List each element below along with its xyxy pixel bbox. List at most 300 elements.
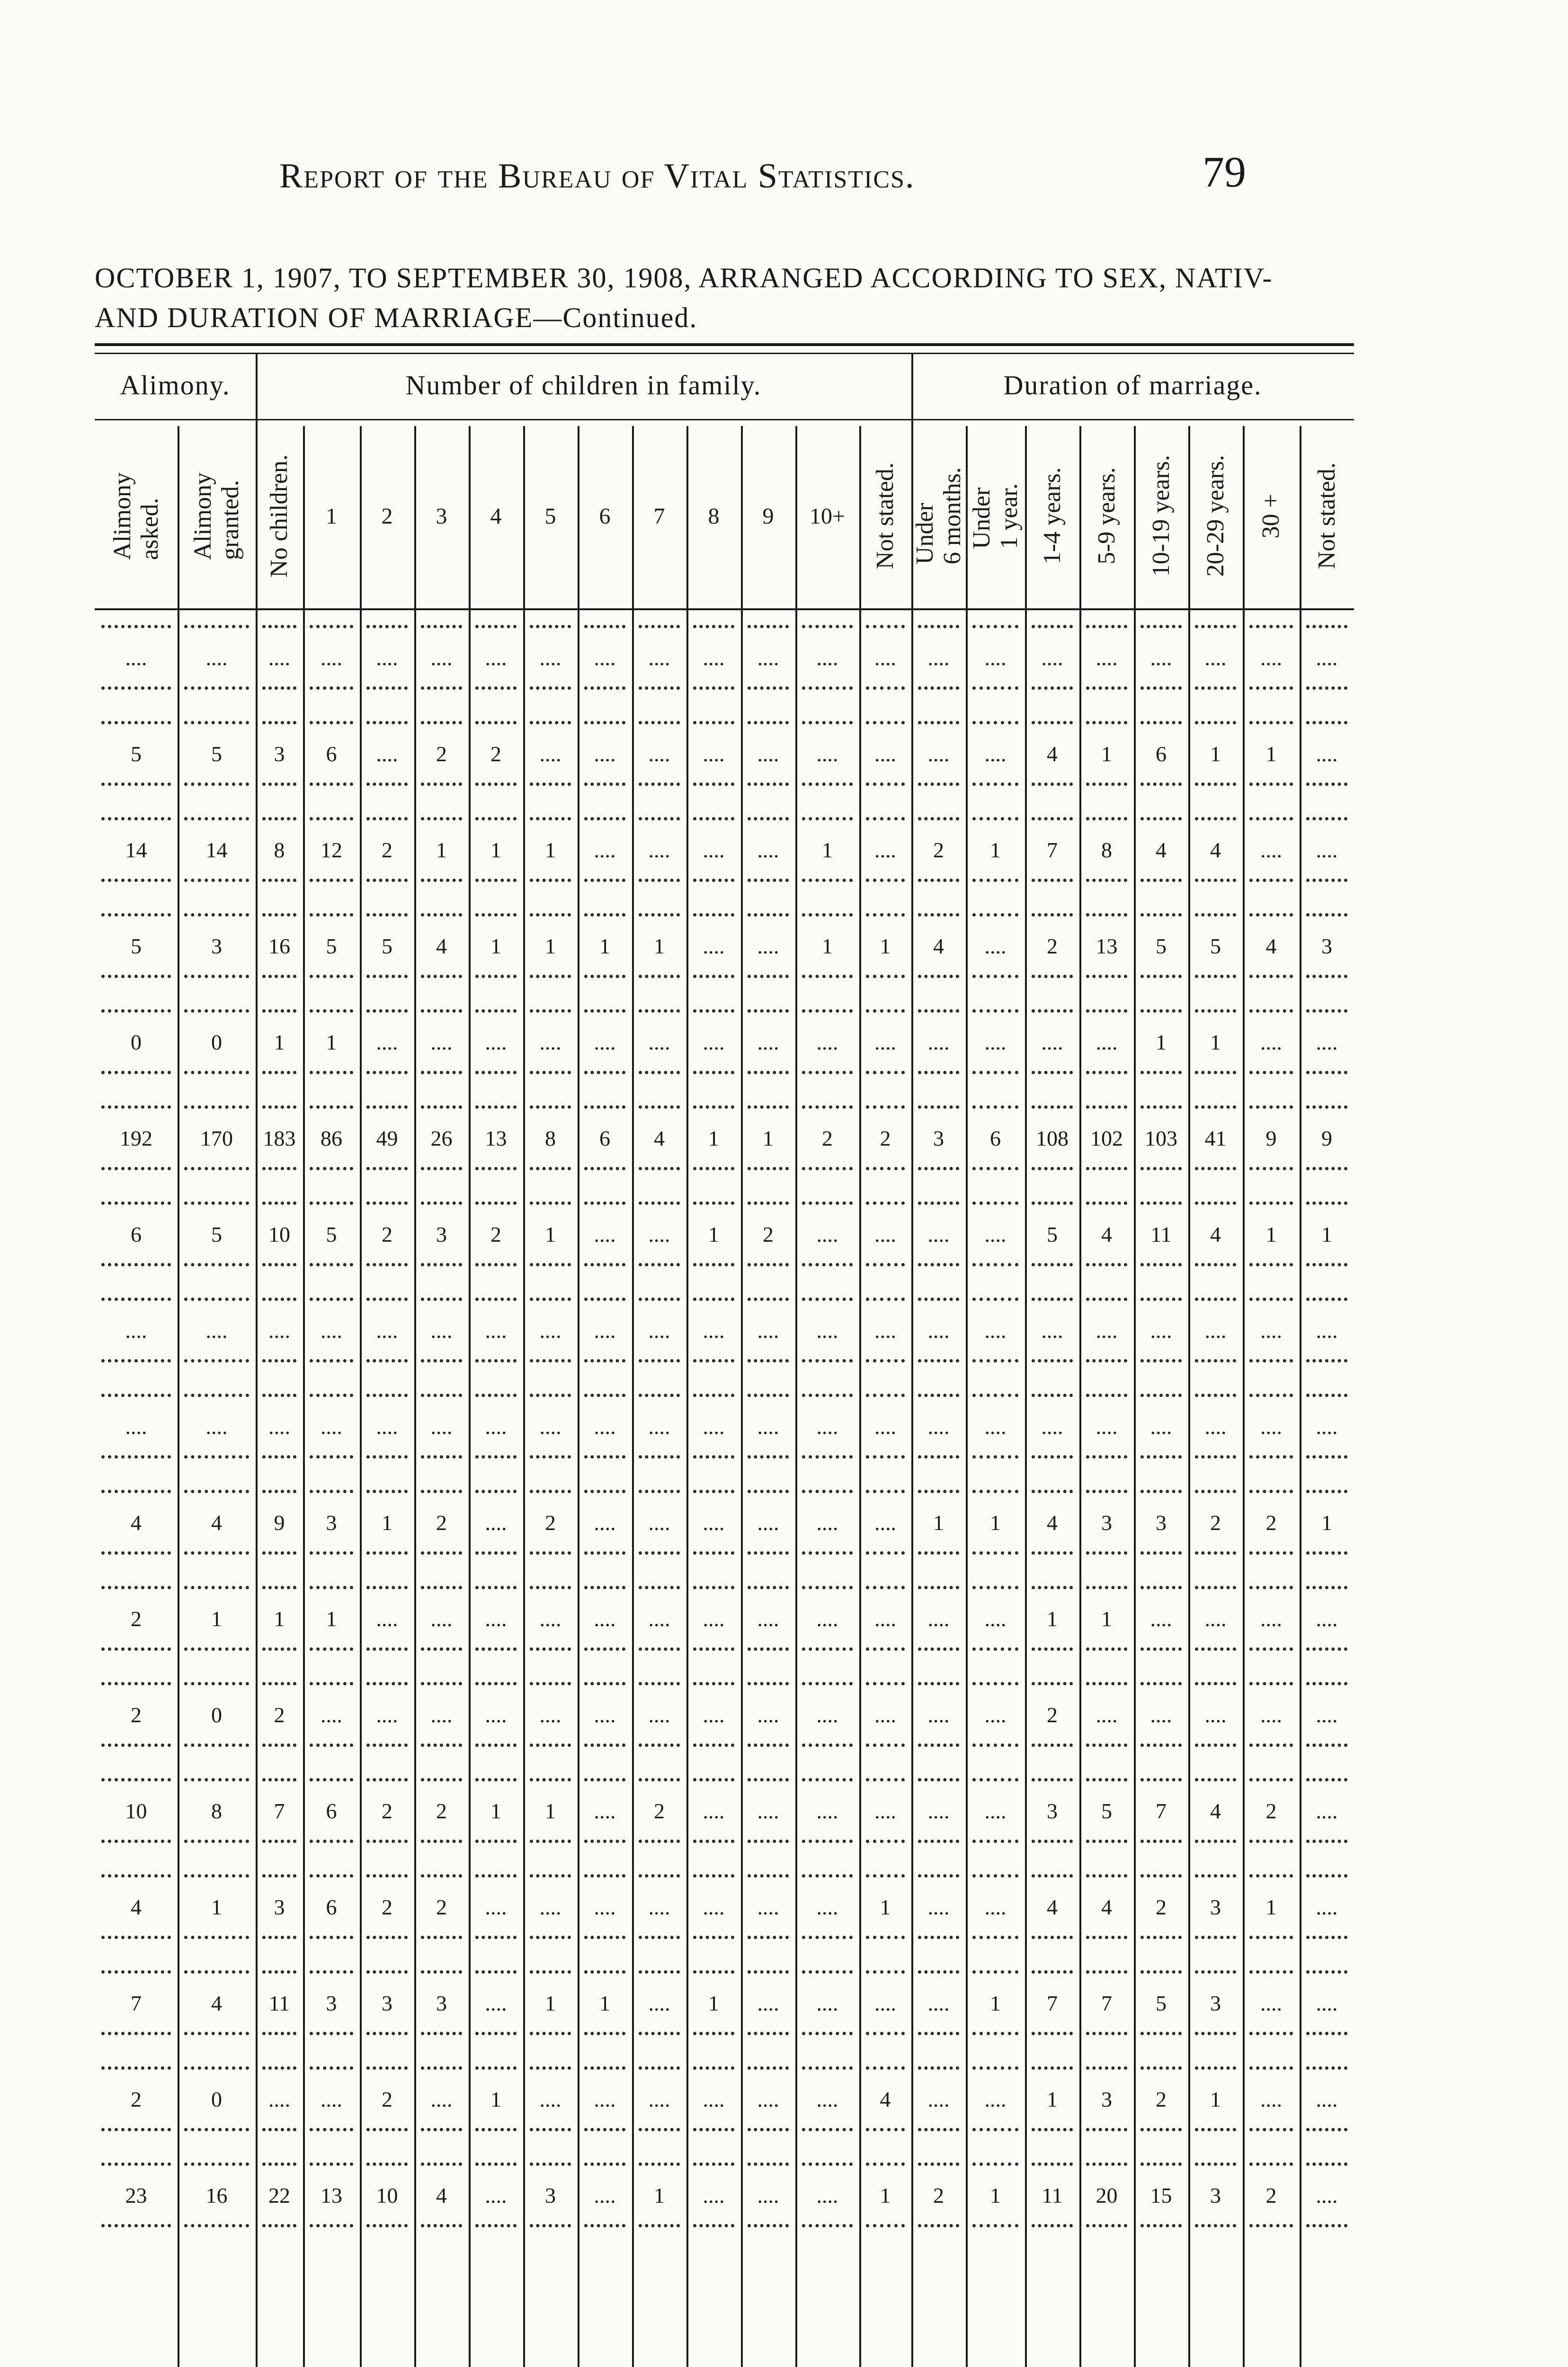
- dotted-leader: [530, 1647, 571, 1651]
- dotted-leader: [972, 1263, 1018, 1266]
- table-cell: ....: [485, 1318, 507, 1343]
- dotted-leader: [475, 1970, 517, 1974]
- column-header-label: Not stated.: [872, 463, 899, 570]
- dotted-leader: [918, 625, 959, 628]
- dotted-leader: [1086, 913, 1127, 917]
- dotted-leader: [1086, 2128, 1127, 2131]
- dotted-leader: [1032, 625, 1073, 628]
- table-cell: 5: [382, 934, 392, 958]
- dotted-leader: [693, 1840, 734, 1843]
- dotted-leader: [530, 2032, 571, 2035]
- table-cell: ....: [594, 1511, 616, 1535]
- dotted-leader: [802, 1970, 853, 1974]
- dotted-leader: [972, 817, 1018, 820]
- dotted-leader: [184, 783, 249, 786]
- table-cell: ....: [703, 742, 725, 766]
- table-cell: 4: [436, 934, 447, 958]
- dotted-leader: [1086, 2224, 1127, 2227]
- table-cell: 3: [1156, 1511, 1167, 1535]
- table-cell: 6: [1156, 742, 1167, 766]
- dotted-leader: [262, 2032, 296, 2035]
- table-cell: ....: [816, 1222, 838, 1246]
- dotted-leader: [366, 1298, 408, 1301]
- dotted-leader: [693, 1744, 734, 1747]
- dotted-leader: [802, 2032, 853, 2035]
- table-cell: ....: [703, 1895, 725, 1919]
- table-cell: 4: [1156, 838, 1167, 862]
- dotted-leader: [1306, 1778, 1347, 1781]
- table-cell: 1: [599, 934, 610, 958]
- table-cell: 0: [211, 2087, 222, 2111]
- dotted-leader: [1306, 1490, 1347, 1493]
- dotted-leader: [421, 1201, 462, 1205]
- table-cell: ....: [205, 1415, 228, 1439]
- dotted-leader: [475, 1744, 517, 1747]
- dotted-leader: [421, 1874, 462, 1878]
- column-divider: [469, 426, 471, 2367]
- dotted-leader: [530, 817, 571, 820]
- dotted-leader: [101, 1874, 171, 1878]
- table-cell: 6: [326, 1895, 337, 1919]
- table-cell: 2: [131, 2087, 142, 2111]
- dotted-leader: [866, 1455, 905, 1459]
- dotted-leader: [1140, 1840, 1182, 1843]
- dotted-leader: [1032, 1263, 1073, 1266]
- dotted-leader: [1032, 2162, 1073, 2166]
- dotted-leader: [1249, 1009, 1293, 1013]
- table-cell: 1: [822, 934, 833, 958]
- column-header: [256, 433, 303, 599]
- dotted-leader: [918, 721, 959, 724]
- table-cell: 7: [1047, 838, 1058, 862]
- column-header: [178, 433, 256, 599]
- table-cell: ....: [321, 1415, 342, 1439]
- table-cell: ....: [125, 1318, 147, 1343]
- table-cell: ....: [757, 1991, 779, 2015]
- dotted-leader: [101, 1394, 171, 1397]
- dotted-leader: [1032, 913, 1073, 917]
- dotted-leader: [693, 721, 734, 724]
- dotted-leader: [866, 1936, 905, 1939]
- table-cell: ....: [1204, 1415, 1227, 1439]
- dotted-leader: [639, 1359, 680, 1362]
- dotted-leader: [1249, 1105, 1293, 1109]
- dotted-leader: [1032, 1874, 1073, 1878]
- dotted-leader: [310, 1778, 353, 1781]
- table-cell: 14: [125, 838, 147, 862]
- table-cell: 2: [545, 1511, 556, 1535]
- dotted-leader: [1032, 1359, 1073, 1362]
- dotted-leader: [1195, 1970, 1236, 1974]
- table-cell: 6: [599, 1126, 610, 1150]
- dotted-leader: [366, 721, 408, 724]
- dotted-leader: [530, 975, 571, 978]
- dotted-leader: [748, 2032, 789, 2035]
- dotted-leader: [972, 1744, 1018, 1747]
- dotted-leader: [1086, 1682, 1127, 1685]
- dotted-leader: [918, 913, 959, 917]
- dotted-leader: [184, 2224, 249, 2227]
- dotted-leader: [584, 721, 625, 724]
- dotted-leader: [310, 1201, 353, 1205]
- table-cell: 1: [490, 934, 501, 958]
- table-cell: ....: [1316, 1607, 1338, 1631]
- dotted-leader: [802, 913, 853, 917]
- dotted-leader: [262, 1298, 296, 1301]
- table-cell: ....: [927, 646, 950, 670]
- dotted-leader: [748, 2066, 789, 2070]
- table-cell: 1: [436, 838, 447, 862]
- dotted-leader: [639, 1840, 680, 1843]
- dotted-leader: [972, 1840, 1018, 1843]
- dotted-leader: [475, 1105, 517, 1109]
- dotted-leader: [918, 1840, 959, 1843]
- table-cell: ....: [205, 646, 228, 670]
- table-cell: ....: [430, 2087, 453, 2111]
- table-cell: ....: [1260, 1703, 1282, 1727]
- dotted-leader: [1140, 2128, 1182, 2131]
- dotted-leader: [1249, 1455, 1293, 1459]
- dotted-leader: [1249, 2162, 1293, 2166]
- table-cell: ....: [594, 1318, 616, 1343]
- table-cell: 3: [933, 1126, 944, 1150]
- column-divider: [1134, 426, 1136, 2367]
- dotted-leader: [184, 2032, 249, 2035]
- dotted-leader: [1195, 1778, 1236, 1781]
- dotted-leader: [1140, 1455, 1182, 1459]
- dotted-leader: [262, 2128, 296, 2131]
- dotted-leader: [866, 1105, 905, 1109]
- dotted-leader: [421, 1682, 462, 1685]
- column-header-label: 7: [653, 503, 665, 529]
- table-cell: 2: [131, 1607, 142, 1631]
- dotted-leader: [639, 1394, 680, 1397]
- table-cell: 1: [545, 1222, 556, 1246]
- table-cell: ....: [125, 646, 147, 670]
- dotted-leader: [802, 1263, 853, 1266]
- table-cell: 3: [1210, 1895, 1221, 1919]
- dotted-leader: [693, 1490, 734, 1493]
- table-cell: ....: [703, 2183, 725, 2207]
- column-divider: [966, 426, 968, 2367]
- dotted-leader: [1306, 1009, 1347, 1013]
- table-cell: ....: [594, 2183, 616, 2207]
- table-cell: ....: [757, 742, 779, 766]
- dotted-leader: [1306, 2066, 1347, 2070]
- table-cell: ....: [648, 1607, 670, 1631]
- table-cell: ....: [485, 646, 507, 670]
- table-cell: ....: [984, 646, 1007, 670]
- table-cell: 4: [933, 934, 944, 958]
- dotted-leader: [1032, 1394, 1073, 1397]
- dotted-leader: [262, 1874, 296, 1878]
- column-header-label: 6: [599, 503, 611, 529]
- dotted-leader: [639, 1263, 680, 1266]
- dotted-leader: [530, 2066, 571, 2070]
- table-cell: 23: [125, 2183, 147, 2207]
- dotted-leader: [918, 783, 959, 786]
- dotted-leader: [310, 1071, 353, 1074]
- table-cell: ....: [125, 1415, 147, 1439]
- dotted-leader: [866, 1682, 905, 1685]
- dotted-leader: [1032, 1647, 1073, 1651]
- dotted-leader: [1140, 879, 1182, 882]
- table-cell: 1: [990, 1991, 1001, 2015]
- column-header: [1243, 433, 1300, 599]
- table-cell: ....: [927, 1895, 950, 1919]
- table-cell: ....: [1041, 1318, 1063, 1343]
- table-cell: ....: [648, 1222, 670, 1246]
- table-cell: ....: [757, 1415, 779, 1439]
- dotted-leader: [866, 1263, 905, 1266]
- dotted-leader: [366, 625, 408, 628]
- dotted-leader: [1140, 1936, 1182, 1939]
- table-cell: ....: [321, 2087, 342, 2111]
- dotted-leader: [1032, 1490, 1073, 1493]
- dotted-leader: [972, 2128, 1018, 2131]
- table-cell: ....: [594, 838, 616, 862]
- dotted-leader: [639, 1490, 680, 1493]
- table-cell: ....: [594, 1799, 616, 1823]
- dotted-leader: [748, 1840, 789, 1843]
- dotted-leader: [584, 1744, 625, 1747]
- dotted-leader: [918, 1936, 959, 1939]
- dotted-leader: [421, 2224, 462, 2227]
- dotted-leader: [1086, 879, 1127, 882]
- table-cell: ....: [539, 1030, 561, 1054]
- dotted-leader: [802, 1298, 853, 1301]
- dotted-leader: [1249, 1071, 1293, 1074]
- dotted-leader: [918, 2032, 959, 2035]
- dotted-leader: [693, 1394, 734, 1397]
- dotted-leader: [366, 879, 408, 882]
- dotted-leader: [421, 1551, 462, 1555]
- dotted-leader: [475, 1394, 517, 1397]
- table-cell: 1: [763, 1126, 774, 1150]
- dotted-leader: [1306, 2032, 1347, 2035]
- column-divider: [1079, 426, 1081, 2367]
- dotted-leader: [530, 1167, 571, 1170]
- dotted-leader: [1086, 2032, 1127, 2035]
- table-cell: 2: [436, 1799, 447, 1823]
- dotted-leader: [1140, 2162, 1182, 2166]
- dotted-leader: [748, 1298, 789, 1301]
- table-cell: 6: [326, 1799, 337, 1823]
- dotted-leader: [1306, 721, 1347, 724]
- dotted-leader: [972, 625, 1018, 628]
- dotted-leader: [1086, 1936, 1127, 1939]
- table-cell: ....: [539, 1895, 561, 1919]
- dotted-leader: [1086, 1840, 1127, 1843]
- dotted-leader: [1140, 1394, 1182, 1397]
- table-cell: 1: [708, 1991, 719, 2015]
- table-cell: ....: [539, 1415, 561, 1439]
- dotted-leader: [184, 1682, 249, 1685]
- dotted-leader: [802, 1009, 853, 1013]
- dotted-leader: [693, 2224, 734, 2227]
- dotted-leader: [421, 2128, 462, 2131]
- dotted-leader: [1195, 1840, 1236, 1843]
- table-cell: ....: [874, 1799, 896, 1823]
- table-cell: 86: [321, 1126, 342, 1150]
- subtitle-line-1: OCTOBER 1, 1907, TO SEPTEMBER 30, 1908, ARRANGED ACCORDING TO SEX, NATIV-: [95, 262, 1273, 294]
- dotted-leader: [866, 1298, 905, 1301]
- table-cell: ....: [539, 1318, 561, 1343]
- dotted-leader: [802, 879, 853, 882]
- dotted-leader: [475, 721, 517, 724]
- table-cell: ....: [757, 2087, 779, 2111]
- dotted-leader: [802, 686, 853, 690]
- dotted-leader: [639, 913, 680, 917]
- table-cell: ....: [927, 1415, 950, 1439]
- table-cell: ....: [984, 1895, 1007, 1919]
- column-divider: [632, 426, 634, 2367]
- table-cell: 1: [880, 2183, 891, 2207]
- column-header: [795, 433, 859, 599]
- dotted-leader: [1140, 1359, 1182, 1362]
- table-cell: ....: [430, 1607, 453, 1631]
- dotted-leader: [530, 2162, 571, 2166]
- dotted-leader: [1032, 1840, 1073, 1843]
- dotted-leader: [262, 1394, 296, 1397]
- table-cell: ....: [1316, 646, 1338, 670]
- table-cell: ....: [757, 1607, 779, 1631]
- dotted-leader: [262, 1105, 296, 1109]
- dotted-leader: [1195, 1167, 1236, 1170]
- dotted-leader: [802, 783, 853, 786]
- dotted-leader: [972, 1936, 1018, 1939]
- dotted-leader: [1306, 2224, 1347, 2227]
- dotted-leader: [866, 1840, 905, 1843]
- dotted-leader: [693, 1936, 734, 1939]
- rule-line: [95, 608, 1354, 610]
- table-cell: 11: [268, 1991, 290, 2015]
- table-cell: 1: [545, 1991, 556, 2015]
- dotted-leader: [1086, 783, 1127, 786]
- dotted-leader: [918, 1744, 959, 1747]
- column-header-label: Alimony granted.: [189, 472, 244, 560]
- table-cell: ....: [703, 1511, 725, 1535]
- column-header: [1025, 433, 1079, 599]
- dotted-leader: [972, 1490, 1018, 1493]
- dotted-leader: [1140, 1551, 1182, 1555]
- dotted-leader: [366, 1936, 408, 1939]
- dotted-leader: [421, 1455, 462, 1459]
- dotted-leader: [421, 1970, 462, 1974]
- table-cell: 103: [1145, 1126, 1177, 1150]
- dotted-leader: [262, 686, 296, 690]
- dotted-leader: [1086, 1586, 1127, 1589]
- dotted-leader: [866, 783, 905, 786]
- table-cell: 49: [376, 1126, 398, 1150]
- table-cell: ....: [648, 646, 670, 670]
- dotted-leader: [1249, 879, 1293, 882]
- dotted-leader: [639, 1009, 680, 1013]
- dotted-leader: [101, 2224, 171, 2227]
- dotted-leader: [366, 1586, 408, 1589]
- dotted-leader: [1249, 1490, 1293, 1493]
- dotted-leader: [366, 1647, 408, 1651]
- dotted-leader: [1032, 2224, 1073, 2227]
- table-cell: ....: [1096, 1030, 1118, 1054]
- dotted-leader: [748, 1744, 789, 1747]
- dotted-leader: [421, 1009, 462, 1013]
- dotted-leader: [475, 817, 517, 820]
- dotted-leader: [1086, 1647, 1127, 1651]
- dotted-leader: [421, 975, 462, 978]
- table-cell: 3: [211, 934, 222, 958]
- dotted-leader: [1195, 1586, 1236, 1589]
- table-cell: 7: [131, 1991, 142, 2015]
- table-cell: ....: [816, 1895, 838, 1919]
- dotted-leader: [1032, 2032, 1073, 2035]
- table-cell: ....: [816, 1799, 838, 1823]
- dotted-leader: [310, 1936, 353, 1939]
- table-cell: ....: [757, 646, 779, 670]
- table-cell: 13: [1096, 934, 1118, 958]
- table-cell: 7: [1156, 1799, 1167, 1823]
- dotted-leader: [639, 1647, 680, 1651]
- dotted-leader: [639, 1682, 680, 1685]
- rule-line: [95, 343, 1354, 346]
- table-cell: ....: [594, 1222, 616, 1246]
- table-cell: 1: [880, 934, 891, 958]
- dotted-leader: [310, 686, 353, 690]
- dotted-leader: [1249, 1778, 1293, 1781]
- dotted-leader: [1086, 1874, 1127, 1878]
- dotted-leader: [802, 1586, 853, 1589]
- dotted-leader: [866, 1394, 905, 1397]
- dotted-leader: [262, 721, 296, 724]
- table-cell: ....: [594, 2087, 616, 2111]
- table-cell: ....: [594, 1415, 616, 1439]
- dotted-leader: [101, 1359, 171, 1362]
- dotted-leader: [310, 1840, 353, 1843]
- dotted-leader: [262, 1201, 296, 1205]
- dotted-leader: [1195, 2032, 1236, 2035]
- dotted-leader: [1032, 783, 1073, 786]
- dotted-leader: [1306, 1551, 1347, 1555]
- dotted-leader: [184, 1778, 249, 1781]
- group-rule: [256, 419, 911, 420]
- table-cell: 170: [200, 1126, 233, 1150]
- table-cell: 8: [1101, 838, 1112, 862]
- table-cell: ....: [1316, 1318, 1338, 1343]
- table-cell: 2: [490, 1222, 501, 1246]
- dotted-leader: [366, 1744, 408, 1747]
- dotted-leader: [1086, 1298, 1127, 1301]
- column-header: [966, 433, 1025, 599]
- column-header: [686, 433, 741, 599]
- dotted-leader: [802, 975, 853, 978]
- dotted-leader: [1032, 1201, 1073, 1205]
- dotted-leader: [101, 2032, 171, 2035]
- dotted-leader: [802, 721, 853, 724]
- dotted-leader: [1249, 913, 1293, 917]
- table-cell: ....: [430, 1415, 453, 1439]
- dotted-leader: [366, 1778, 408, 1781]
- table-cell: 1: [1265, 1222, 1277, 1246]
- dotted-leader: [366, 2128, 408, 2131]
- dotted-leader: [972, 1298, 1018, 1301]
- table-cell: ....: [268, 2087, 290, 2111]
- dotted-leader: [1249, 783, 1293, 786]
- column-divider: [686, 426, 688, 2367]
- table-cell: 4: [1101, 1895, 1112, 1919]
- table-cell: 2: [822, 1126, 833, 1150]
- table-cell: ....: [1096, 1318, 1118, 1343]
- table-cell: ....: [594, 1607, 616, 1631]
